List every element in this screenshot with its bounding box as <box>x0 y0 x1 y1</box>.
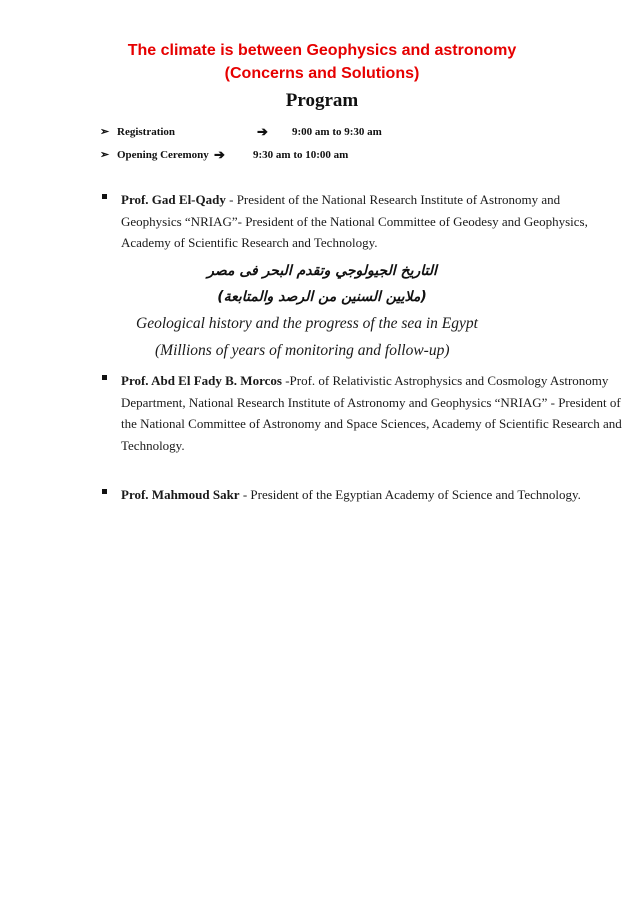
talk-title-arabic-line2: (ملايين السنين من الرصد والمتابعة) <box>217 289 427 305</box>
arrowhead-bullet-icon: ➢ <box>100 126 110 138</box>
speaker-description: -Prof. of Relativistic Astrophysics and Cosmology Astronomy Department, National Research Institute of Astronomy and Geophysics “NRIAG” - President of the National Committee of Astronomy and Space Sciences, Academy of Scientific Research and Technology. <box>121 373 622 453</box>
square-bullet-icon <box>102 489 107 494</box>
speaker-item <box>102 370 622 456</box>
speaker-name: Prof. Abd El Fady B. Morcos <box>121 373 282 388</box>
talk-title-arabic-line1: التاريخ الجيولوجي وتقدم البحر فى مصر <box>207 263 437 279</box>
talk-title-english-line1: Geological history and the progress of the sea in Egypt <box>136 315 478 332</box>
right-arrow-icon: ➔ <box>257 124 268 139</box>
event-title-line2: (Concerns and Solutions) <box>224 65 420 82</box>
schedule-time: 9:00 am to 9:30 am <box>292 126 382 138</box>
speaker-description: - President of the Egyptian Academy of Science and Technology. <box>239 487 581 502</box>
talk-title-english-line2: (Millions of years of monitoring and follow-up) <box>155 342 450 359</box>
schedule-label: Registration <box>117 126 176 138</box>
event-title-line1: The climate is between Geophysics and astronomy <box>127 42 517 59</box>
right-arrow-icon: ➔ <box>214 147 225 162</box>
speaker-item <box>102 189 622 254</box>
square-bullet-icon <box>102 194 107 199</box>
schedule-label: Opening Ceremony <box>117 149 209 161</box>
speaker-description: - President of the National Research Institute of Astronomy and Geophysics “NRIAG”- President of the National Committee of Geodesy and Geophysics, Academy of Scientific Research and Technology. <box>121 192 588 250</box>
schedule-time: 9:30 am to 10:00 am <box>253 149 349 161</box>
arrowhead-bullet-icon: ➢ <box>100 149 110 161</box>
speaker-name: Prof. Mahmoud Sakr <box>121 487 240 502</box>
speaker-name: Prof. Gad El-Qady <box>121 192 226 207</box>
speaker-item <box>102 484 622 506</box>
square-bullet-icon <box>102 375 107 380</box>
program-heading: Program <box>285 90 359 111</box>
